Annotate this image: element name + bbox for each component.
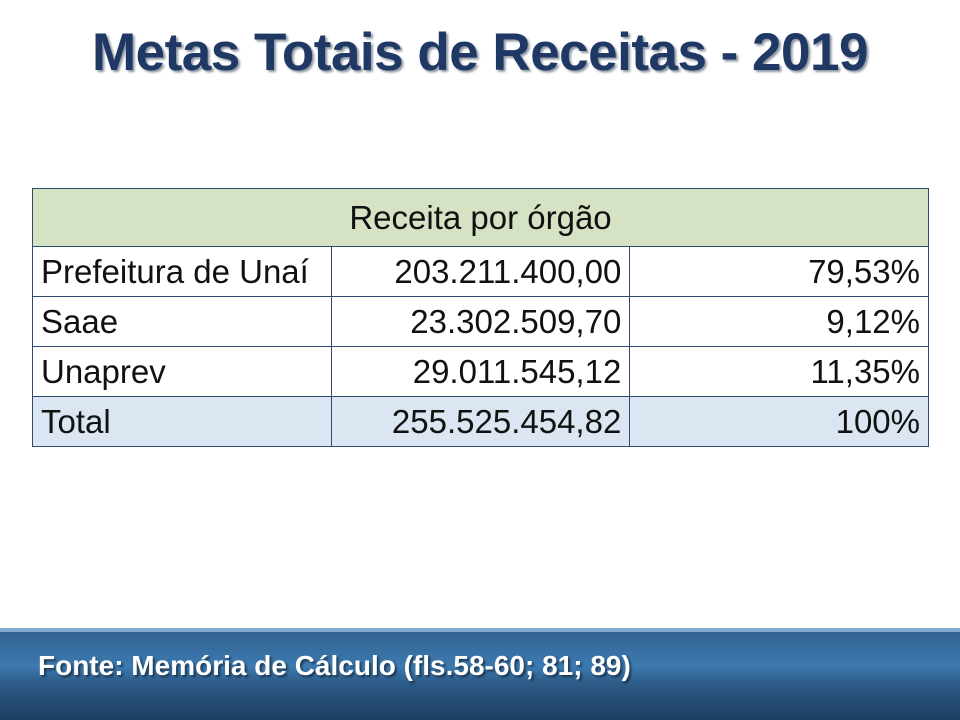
row-value: 23.302.509,70 <box>331 297 630 347</box>
footer-bar <box>0 628 960 720</box>
row-percent: 9,12% <box>630 297 929 347</box>
table-row-total <box>33 397 929 447</box>
revenue-table <box>32 188 929 447</box>
row-value: 255.525.454,82 <box>331 397 630 447</box>
footer-source-text: Fonte: Memória de Cálculo (fls.58-60; 81; 89) <box>38 650 631 681</box>
row-organ-name: Unaprev <box>33 347 332 397</box>
row-organ-name: Saae <box>33 297 332 347</box>
row-percent: 100% <box>630 397 929 447</box>
table-row <box>33 247 929 297</box>
row-organ-name: Total <box>33 397 332 447</box>
table-row <box>33 347 929 397</box>
revenue-table-container <box>32 188 929 447</box>
row-percent: 79,53% <box>630 247 929 297</box>
page-title: Metas Totais de Receitas - 2019 <box>92 23 868 82</box>
row-organ-name: Prefeitura de Unaí <box>33 247 332 297</box>
table-row <box>33 297 929 347</box>
row-percent: 11,35% <box>630 347 929 397</box>
table-header-row <box>33 189 929 247</box>
row-value: 203.211.400,00 <box>331 247 630 297</box>
row-value: 29.011.545,12 <box>331 347 630 397</box>
table-header-cell: Receita por órgão <box>33 189 929 247</box>
